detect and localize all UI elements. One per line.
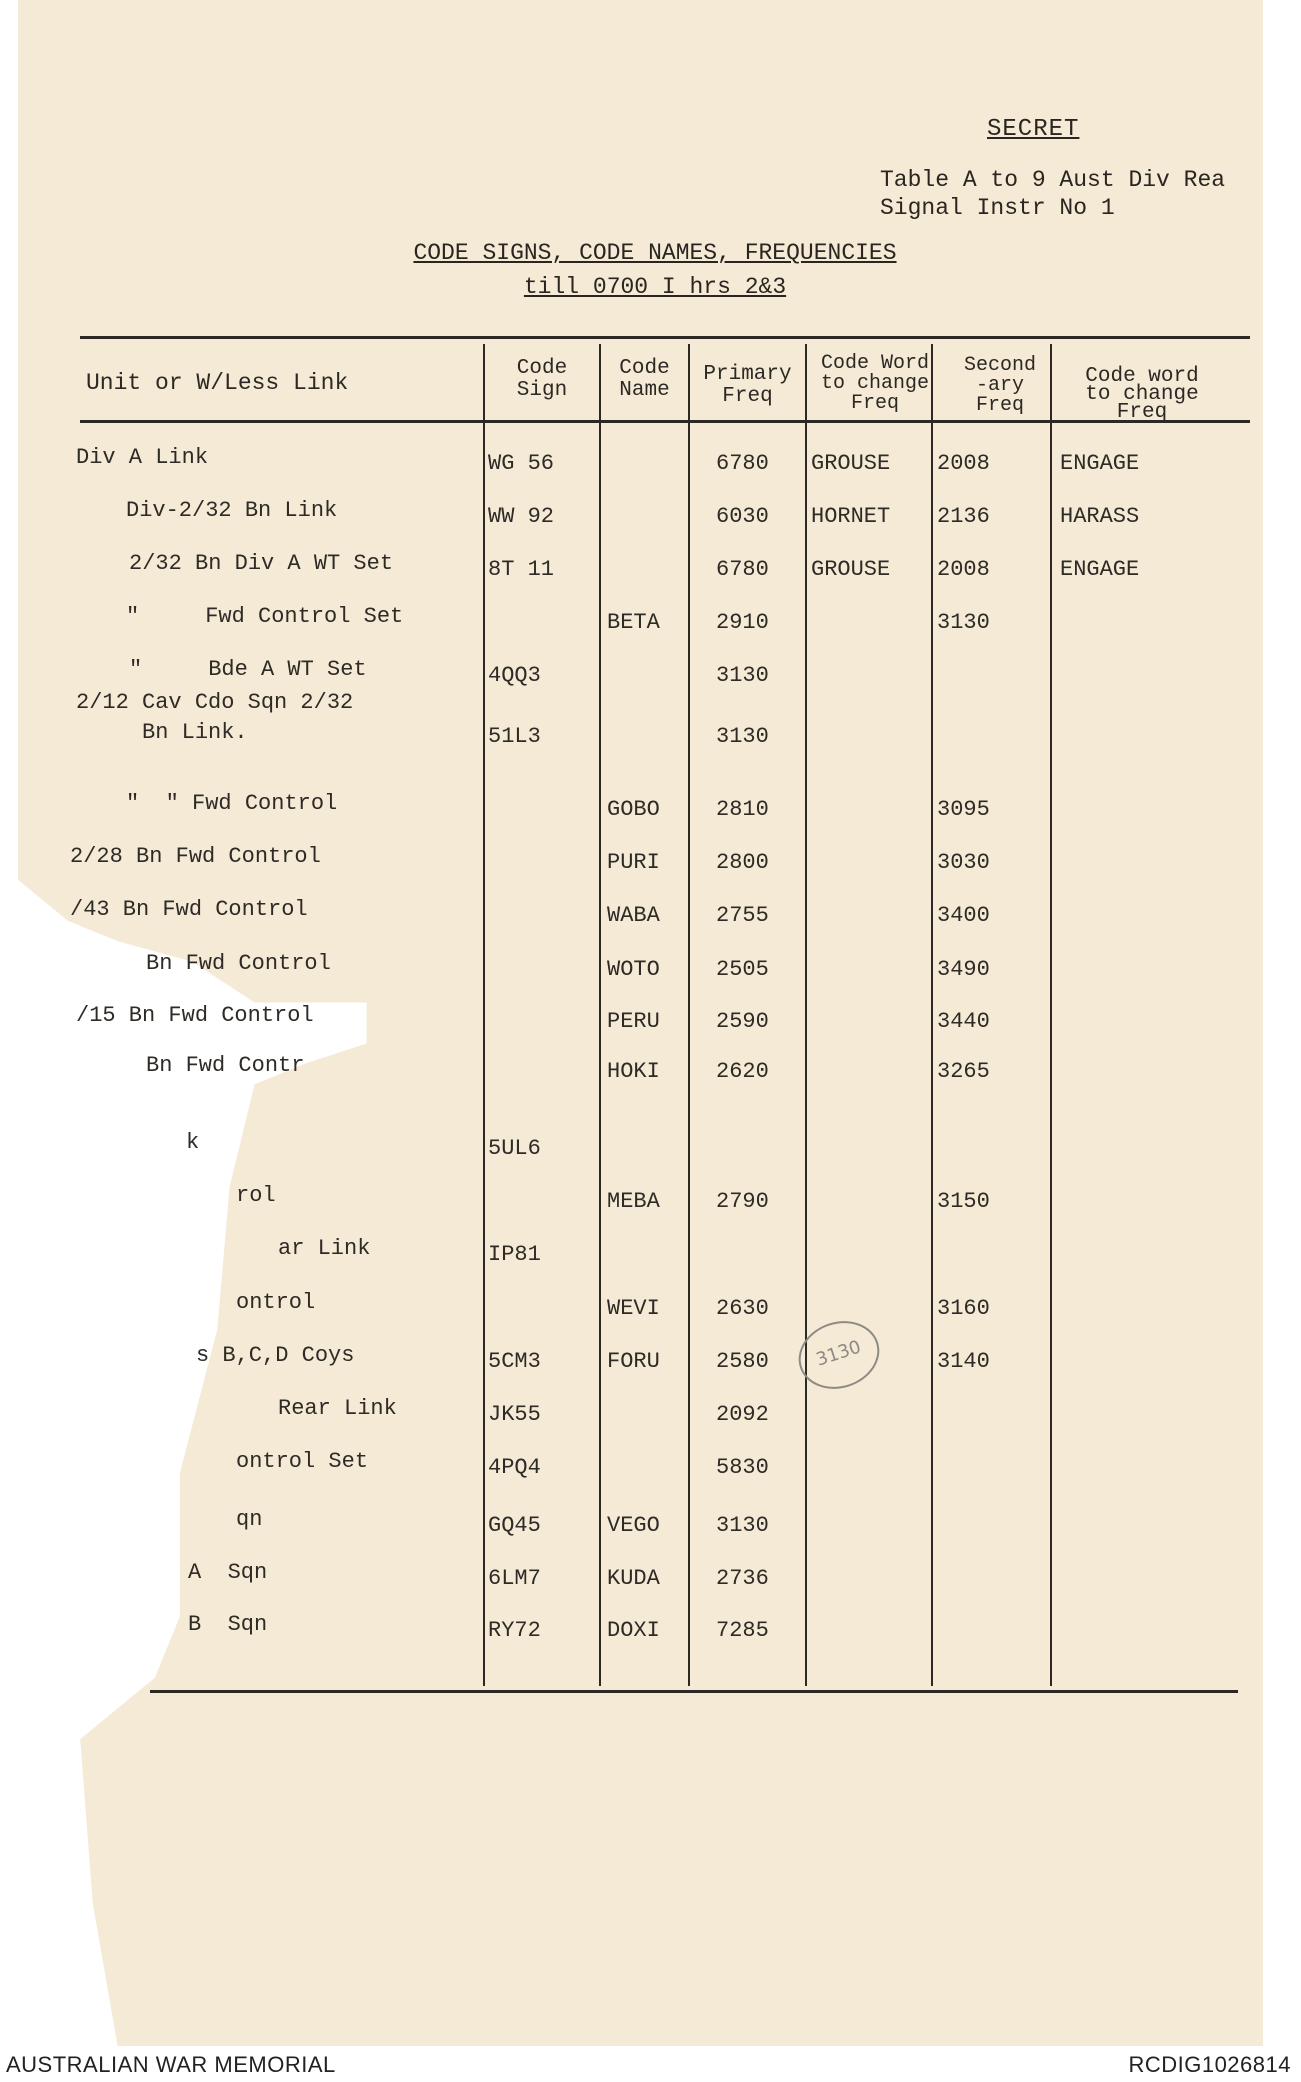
cell-unit: " Fwd Control Set	[126, 604, 404, 629]
footer-institution: AUSTRALIAN WAR MEMORIAL	[6, 2052, 336, 2077]
cell-code-name: DOXI	[607, 1618, 660, 1643]
column-divider	[688, 344, 690, 1686]
cell-code-sign: 4PQ4	[488, 1455, 541, 1480]
header-primary-freq: Primary Freq	[703, 363, 792, 408]
title-line-2: till 0700 I hrs 2&3	[523, 274, 787, 300]
column-divider	[805, 344, 807, 1686]
cell-secondary-freq: 3160	[937, 1296, 990, 1321]
cell-primary-freq: 2590	[716, 1009, 769, 1034]
header-code-word-1: Code Word to change Freq	[820, 352, 930, 415]
cell-unit: ar Link	[278, 1236, 371, 1261]
cell-code-sign: RY72	[488, 1618, 541, 1643]
title-line-1: CODE SIGNS, CODE NAMES, FREQUENCIES	[413, 240, 897, 266]
margin-note: 3130	[790, 1311, 888, 1399]
column-divider	[599, 344, 601, 1686]
cell-secondary-freq: 3440	[937, 1009, 990, 1034]
cell-code-sign: GQ45	[488, 1513, 541, 1538]
cell-code-sign: JK55	[488, 1402, 541, 1427]
cell-secondary-freq: 3490	[937, 957, 990, 982]
cell-code-name: PURI	[607, 850, 660, 875]
cell-secondary-freq: 3150	[937, 1189, 990, 1214]
cell-secondary-freq: 2008	[937, 557, 990, 582]
cell-unit: rol	[236, 1183, 276, 1208]
cell-code-sign: 8T 11	[488, 557, 555, 582]
header-code-name: Code Name	[619, 357, 670, 402]
footer-record-id: RCDIG1026814	[1128, 2052, 1291, 2077]
header-code-sign: Code Sign	[516, 357, 568, 402]
table-bottom-rule	[150, 1690, 1238, 1693]
cell-unit: ontrol	[236, 1290, 316, 1315]
cell-code-name: KUDA	[607, 1566, 660, 1591]
cell-secondary-freq: 3130	[937, 610, 990, 635]
cell-code-sign: 51L3	[488, 724, 541, 749]
cell-code-word-2: ENGAGE	[1060, 557, 1140, 582]
cell-primary-freq: 6780	[716, 557, 769, 582]
cell-secondary-freq: 3030	[937, 850, 990, 875]
cell-secondary-freq: 3400	[937, 903, 990, 928]
cell-unit: s B,C,D Coys	[196, 1343, 355, 1368]
cell-code-name: GOBO	[607, 797, 660, 822]
cell-code-sign: 5CM3	[488, 1349, 541, 1374]
cell-code-sign: 5UL6	[488, 1136, 541, 1161]
cell-secondary-freq: 3095	[937, 797, 990, 822]
cell-code-name: WOTO	[607, 957, 660, 982]
cell-primary-freq: 2910	[716, 610, 769, 635]
cell-primary-freq: 6780	[716, 451, 769, 476]
cell-code-name: WEVI	[607, 1296, 660, 1321]
cell-secondary-freq: 3265	[937, 1059, 990, 1084]
table-top-rule	[80, 336, 1250, 339]
cell-unit: 2/12 Cav Cdo Sqn 2/32 Bn Link.	[76, 690, 354, 745]
cell-primary-freq: 2790	[716, 1189, 769, 1214]
header-unit: Unit or W/Less Link	[86, 370, 349, 396]
cell-code-word-1: GROUSE	[811, 451, 891, 476]
cell-unit: Div A Link	[76, 445, 209, 470]
cell-primary-freq: 2736	[716, 1566, 769, 1591]
cell-unit: " " Fwd Control	[126, 791, 338, 816]
cell-primary-freq: 2810	[716, 797, 769, 822]
cell-primary-freq: 7285	[716, 1618, 769, 1643]
cell-secondary-freq: 3140	[937, 1349, 990, 1374]
cell-unit: Bn Fwd Control	[146, 951, 331, 976]
cell-primary-freq: 3130	[716, 724, 769, 749]
cell-code-sign: IP81	[488, 1242, 541, 1267]
cell-primary-freq: 2092	[716, 1402, 769, 1427]
cell-primary-freq: 2620	[716, 1059, 769, 1084]
column-divider	[1050, 344, 1052, 1686]
cell-unit: qn	[236, 1507, 263, 1532]
cell-primary-freq: 2755	[716, 903, 769, 928]
cell-primary-freq: 3130	[716, 663, 769, 688]
header-secondary-freq: Second -ary Freq	[963, 354, 1036, 417]
cell-code-word-1: GROUSE	[811, 557, 891, 582]
document-title	[385, 236, 925, 304]
cell-code-name: MEBA	[607, 1189, 660, 1214]
cell-unit: B Sqn	[188, 1612, 268, 1637]
cell-unit: Rear Link	[278, 1396, 397, 1421]
cell-primary-freq: 3130	[716, 1513, 769, 1538]
cell-unit: A Sqn	[188, 1560, 268, 1585]
cell-code-sign: WW 92	[488, 504, 555, 529]
cell-unit: 2/28 Bn Fwd Control	[70, 844, 321, 869]
cell-code-name: WABA	[607, 903, 660, 928]
cell-primary-freq: 2630	[716, 1296, 769, 1321]
cell-unit: " Bde A WT Set	[129, 657, 367, 682]
cell-primary-freq: 2580	[716, 1349, 769, 1374]
column-divider	[931, 344, 933, 1686]
cell-unit: /43 Bn Fwd Control	[70, 897, 308, 922]
cell-secondary-freq: 2008	[937, 451, 990, 476]
cell-primary-freq: 2505	[716, 957, 769, 982]
header-code-word-2: Code word to change Freq	[1085, 365, 1199, 424]
cell-unit: Div-2/32 Bn Link	[126, 498, 338, 523]
cell-unit: 2/32 Bn Div A WT Set	[129, 551, 394, 576]
cell-code-sign: 4QQ3	[488, 663, 541, 688]
cell-code-name: FORU	[607, 1349, 660, 1374]
cell-code-name: PERU	[607, 1009, 660, 1034]
cell-unit: /15 Bn Fwd Control	[76, 1003, 314, 1028]
cell-code-name: BETA	[607, 610, 660, 635]
cell-primary-freq: 6030	[716, 504, 769, 529]
cell-unit: Bn Fwd Contr	[146, 1053, 305, 1078]
cell-primary-freq: 5830	[716, 1455, 769, 1480]
cell-code-name: HOKI	[607, 1059, 660, 1084]
document-reference: Table A to 9 Aust Div Rea Signal Instr No 1	[880, 167, 1226, 221]
cell-secondary-freq: 2136	[937, 504, 990, 529]
classification-mark: SECRET	[987, 116, 1080, 143]
cell-code-word-2: ENGAGE	[1060, 451, 1140, 476]
cell-unit: ontrol Set	[236, 1449, 369, 1474]
cell-unit: k	[186, 1130, 200, 1155]
cell-code-sign: 6LM7	[488, 1566, 541, 1591]
cell-primary-freq: 2800	[716, 850, 769, 875]
cell-code-word-2: HARASS	[1060, 504, 1140, 529]
column-divider	[483, 344, 485, 1686]
cell-code-word-1: HORNET	[811, 504, 891, 529]
cell-code-sign: WG 56	[488, 451, 555, 476]
cell-code-name: VEGO	[607, 1513, 660, 1538]
